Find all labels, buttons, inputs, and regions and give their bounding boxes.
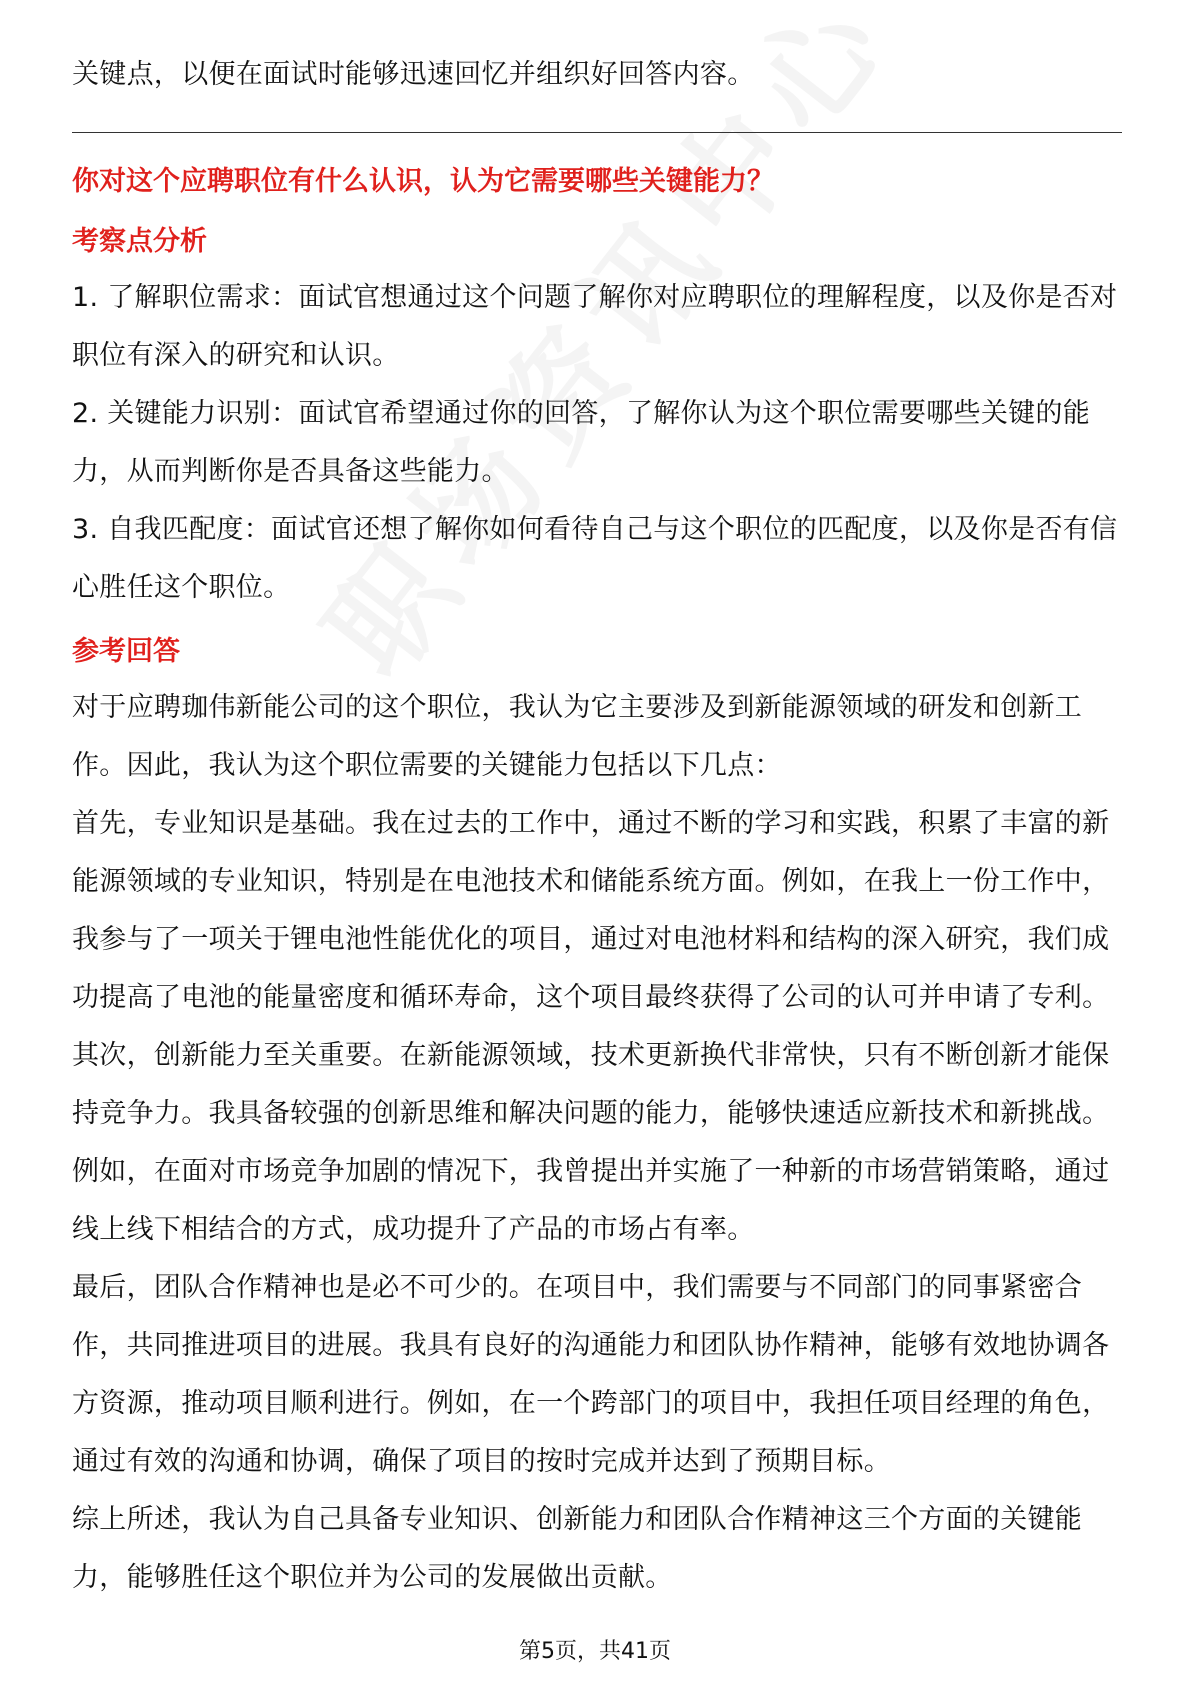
analysis-title: 考察点分析 <box>72 226 207 257</box>
answer-paragraph: 其次，创新能力至关重要。在新能源领域，技术更新换代非常快，只有不断创新才能保持竞争力。我具备较强的创新思维和解决问题的能力，能够快速适应新技术和新挑战。例如，在面对市场竞争加剧的情况下，我曾提出并实施了一种新的市场营销策略，通过线上线下相结合的方式，成功提升了产品的市场占有率。 <box>72 1040 1110 1245</box>
analysis-item: 2. 关键能力识别：面试官希望通过你的回答，了解你认为这个职位需要哪些关键的能力，从而判断你是否具备这些能力。 <box>72 398 1091 487</box>
answer-paragraph: 首先，专业知识是基础。我在过去的工作中，通过不断的学习和实践，积累了丰富的新能源领域的专业知识，特别是在电池技术和储能系统方面。例如，在我上一份工作中，我参与了一项关于锂电池性能优化的项目，通过对电池材料和结构的深入研究，我们成功提高了电池的能量密度和循环寿命，这个项目最终获得了公司的认可并申请了专利。 <box>72 808 1110 1013</box>
answer-paragraph: 综上所述，我认为自己具备专业知识、创新能力和团队合作精神这三个方面的关键能力，能够胜任这个职位并为公司的发展做出贡献。 <box>72 1504 1083 1593</box>
intro-line: 关键点，以便在面试时能够迅速回忆并组织好回答内容。 <box>72 59 755 90</box>
divider <box>72 132 1122 133</box>
page-number-footer: 第5页，共41页 <box>519 1639 671 1664</box>
document-page <box>72 46 1122 1607</box>
analysis-item: 3. 自我匹配度：面试官还想了解你如何看待自己与这个职位的匹配度，以及你是否有信心胜任这个职位。 <box>72 514 1118 603</box>
question-heading: 你对这个应聘职位有什么认识，认为它需要哪些关键能力？ <box>72 166 774 197</box>
analysis-item: 1. 了解职位需求：面试官想通过这个问题了解你对应聘职位的理解程度，以及你是否对职位有深入的研究和认识。 <box>72 282 1118 371</box>
answer-paragraph: 最后，团队合作精神也是必不可少的。在项目中，我们需要与不同部门的同事紧密合作，共同推进项目的进展。我具有良好的沟通能力和团队协作精神，能够有效地协调各方资源，推动项目顺利进行。例如，在一个跨部门的项目中，我担任项目经理的角色，通过有效的沟通和协调，确保了项目的按时完成并达到了预期目标。 <box>72 1272 1110 1477</box>
answer-paragraph: 对于应聘珈伟新能公司的这个职位，我认为它主要涉及到新能源领域的研发和创新工作。因此，我认为这个职位需要的关键能力包括以下几点： <box>72 692 1083 781</box>
answer-title: 参考回答 <box>72 636 180 667</box>
